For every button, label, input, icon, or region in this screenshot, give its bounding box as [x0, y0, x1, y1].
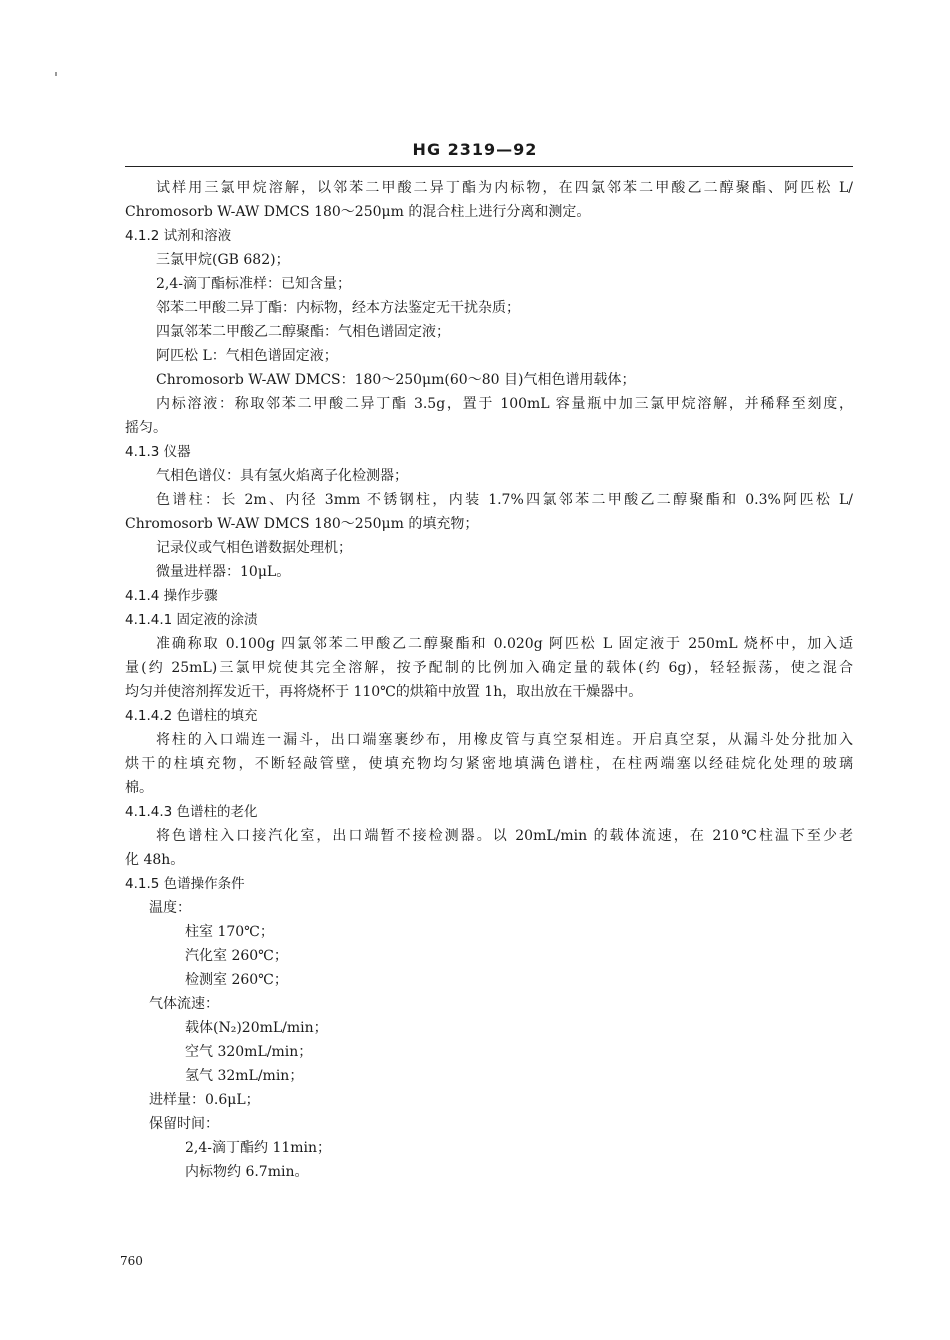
paragraph-line: 摇匀。: [125, 420, 167, 436]
paragraph-line: 试样用三氯甲烷溶解，以邻苯二甲酸二异丁酯为内标物，在四氯邻苯二甲酸乙二醇聚酯、阿匹松 L/: [156, 180, 853, 196]
condition-label: 保留时间：: [149, 1116, 219, 1132]
condition-value: 柱室 170℃；: [185, 924, 274, 940]
paragraph-line: 将柱的入口端连一漏斗，出口端塞裹纱布，用橡皮管与真空泵相连。开启真空泵，从漏斗处分批加入: [156, 732, 853, 748]
list-item: 2,4-滴丁酯标准样：已知含量；: [156, 276, 351, 292]
section-heading-4-1-3: 4.1.3 仪器: [125, 444, 191, 460]
paragraph-line: Chromosorb W-AW DMCS 180～250μm 的混合柱上进行分离和测定。: [125, 204, 591, 220]
section-heading-4-1-4-3: 4.1.4.3 色谱柱的老化: [125, 804, 258, 820]
section-heading-4-1-4-2: 4.1.4.2 色谱柱的填充: [125, 708, 258, 724]
list-item: 阿匹松 L：气相色谱固定液；: [156, 348, 338, 364]
paragraph-line: 量(约 25mL)三氯甲烷使其完全溶解，按予配制的比例加入确定量的载体(约 6g)，轻轻振荡，使之混合: [125, 660, 853, 676]
condition-label: 进样量：0.6μL；: [149, 1092, 260, 1108]
paragraph-line: 烘干的柱填充物，不断轻敲管壁，使填充物均匀紧密地填满色谱柱，在柱两端塞以经硅烷化处理的玻璃: [125, 756, 853, 772]
list-item: 邻苯二甲酸二异丁酯：内标物，经本方法鉴定无干扰杂质；: [156, 300, 520, 316]
list-item: 四氯邻苯二甲酸乙二醇聚酯：气相色谱固定液；: [156, 324, 450, 340]
paragraph-line: 棉。: [125, 780, 153, 796]
paragraph-line: 准确称取 0.100g 四氯邻苯二甲酸乙二醇聚酯和 0.020g 阿匹松 L 固定液于 250mL 烧杯中，加入适: [156, 636, 853, 652]
section-heading-4-1-4-1: 4.1.4.1 固定液的涂渍: [125, 612, 258, 628]
condition-label: 温度：: [149, 900, 191, 916]
standard-code-header: HG 2319—92: [412, 140, 538, 159]
scan-speck: [55, 72, 57, 76]
paragraph-line: 化 48h。: [125, 852, 185, 868]
condition-value: 2,4-滴丁酯约 11min；: [185, 1140, 332, 1156]
document-body: [125, 176, 853, 1184]
condition-label: 气体流速：: [149, 996, 219, 1012]
paragraph-line: 均匀并使溶剂挥发近干，再将烧杯于 110℃的烘箱中放置 1h，取出放在干燥器中。: [125, 684, 643, 700]
condition-value: 检测室 260℃；: [185, 972, 288, 988]
condition-value: 空气 320mL/min；: [185, 1044, 313, 1060]
condition-value: 氢气 32mL/min；: [185, 1068, 304, 1084]
paragraph-line: 将色谱柱入口接汽化室，出口端暂不接检测器。以 20mL/min 的载体流速，在 210℃柱温下至少老: [156, 828, 853, 844]
list-item: 气相色谱仪：具有氢火焰离子化检测器；: [156, 468, 408, 484]
condition-value: 内标物约 6.7min。: [185, 1164, 309, 1180]
condition-value: 汽化室 260℃；: [185, 948, 288, 964]
list-item: 微量进样器：10μL。: [156, 564, 291, 580]
list-item: 记录仪或气相色谱数据处理机；: [156, 540, 352, 556]
section-heading-4-1-2: 4.1.2 试剂和溶液: [125, 228, 232, 244]
list-item: 色谱柱：长 2m、内径 3mm 不锈钢柱，内装 1.7%四氯邻苯二甲酸乙二醇聚酯和 0.3%阿匹松 L/: [156, 492, 853, 508]
header-rule: [125, 166, 853, 167]
section-heading-4-1-4: 4.1.4 操作步骤: [125, 588, 218, 604]
paragraph-line: Chromosorb W-AW DMCS 180～250μm 的填充物；: [125, 516, 479, 532]
list-item: 内标溶液：称取邻苯二甲酸二异丁酯 3.5g，置于 100mL 容量瓶中加三氯甲烷溶解，并稀释至刻度，: [156, 396, 853, 412]
section-heading-4-1-5: 4.1.5 色谱操作条件: [125, 876, 245, 892]
condition-value: 载体(N₂)20mL/min；: [185, 1020, 328, 1036]
list-item: Chromosorb W-AW DMCS：180～250μm(60～80 目)气相色谱用载体；: [156, 372, 636, 388]
page-number: 760: [120, 1254, 143, 1268]
list-item: 三氯甲烷(GB 682)；: [156, 252, 290, 268]
